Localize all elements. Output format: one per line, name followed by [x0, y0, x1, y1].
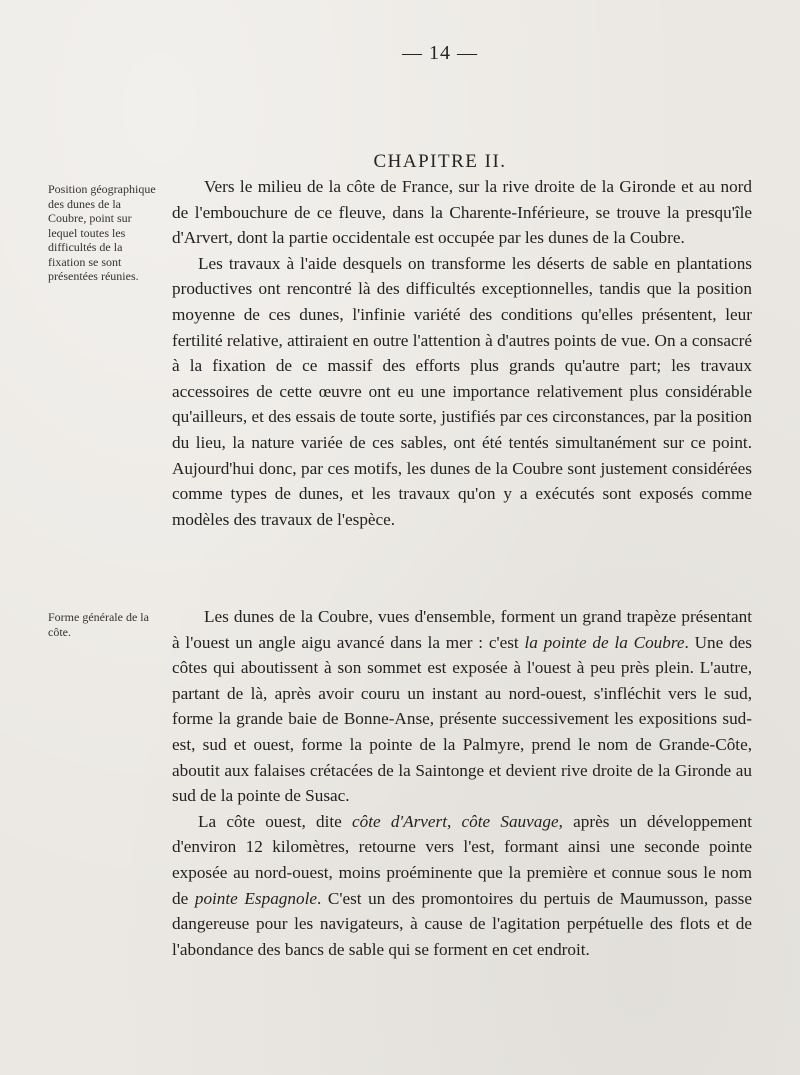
paragraph-4-emphasis-2: côte Sauvage [461, 811, 559, 831]
paragraph-3-text-b: . Une des côtes qui aboutissent à son sommet est exposée à l'ouest à peu près plein. L'autre, partant de là, après avoir couru un instant au nord-ouest, s'infléchit vers le sud, forme la grande baie de Bonne-Anse, présente successivement les expositions sud-est, sud et ouest, forme la pointe de la Palmyre, prend le nom de Grande-Côte, aboutit aux falaises crétacées de la Saintonge et devient rive droite de la Gironde au sud de la pointe de Susac. [172, 632, 752, 806]
paragraph-2: Les travaux à l'aide desquels on transforme les déserts de sable en plantations productives ont rencontré là des difficultés exceptionnelles, tandis que la position moyenne de ces dunes, l'infinie variété des conditions qu'elles présentent, leur fertilité relative, attiraient en outre l'attention à d'autres points de vue. On a consacré à la fixation de ce massif des efforts plus grands qu'autre part; les travaux accessoires de cette œuvre ont eu une importance relativement plus considérable qu'ailleurs, et des essais de toute sorte, justifiés par ces circonstances, par la position du lieu, la nature variée de ces sables, ont été tentés simultanément sur ce point. Aujourd'hui donc, par ces motifs, les dunes de la Coubre sont justement considérées comme types de dunes, et les travaux qu'on y a exécutés sont exposés comme modèles des travaux de l'espèce. [172, 253, 752, 529]
margin-note-position: Position géographique des dunes de la Coubre, point sur lequel toutes les difficultés de la fixation se sont présentées réunies. [48, 182, 156, 283]
paragraph-3-emphasis: la pointe de la Coubre [524, 632, 685, 652]
paragraph-4-emphasis-3: pointe Espagnole [194, 888, 317, 908]
paragraph-4-text-c: , après un développement d'environ 12 kilomètres, retourne vers l'est, formant ainsi une seconde pointe exposée au nord-ouest, moins proéminente que la première et connue sous le nom de [172, 811, 753, 908]
paragraph-4-text-b: , [447, 811, 462, 831]
paragraph-4-text-d: . C'est un des promontoires du pertuis de Maumusson, passe dangereuse pour les navigateurs, à cause de l'agitation perpétuelle des flots et de l'abondance des bancs de sable qui se forment en cet endroit. [172, 888, 752, 959]
paragraph-3-text-a: Les dunes de la Coubre, vues d'ensemble, forment un grand trapèze présentant à l'ouest un angle aigu avancé dans la mer : c'est [172, 607, 752, 652]
body-text-block-1 [172, 174, 752, 532]
paragraph-3 [172, 604, 752, 809]
paragraph-4 [172, 809, 752, 963]
chapter-title: CHAPITRE II. [373, 151, 507, 172]
page-number: — 14 — [402, 42, 478, 64]
paragraph-4-text-a: La côte ouest, dite [198, 811, 352, 831]
paragraph-1: Vers le milieu de la côte de France, sur la rive droite de la Gironde et au nord de l'embouchure de ce fleuve, dans la Charente-Inférieure, se trouve la presqu'île d'Arvert, dont la partie occidentale est occupée par les dunes de la Coubre. [172, 177, 752, 248]
body-text-block-2 [172, 604, 752, 962]
paragraph-4-emphasis-1: côte d'Arvert [351, 811, 448, 831]
margin-note-forme: Forme générale de la côte. [48, 610, 149, 639]
